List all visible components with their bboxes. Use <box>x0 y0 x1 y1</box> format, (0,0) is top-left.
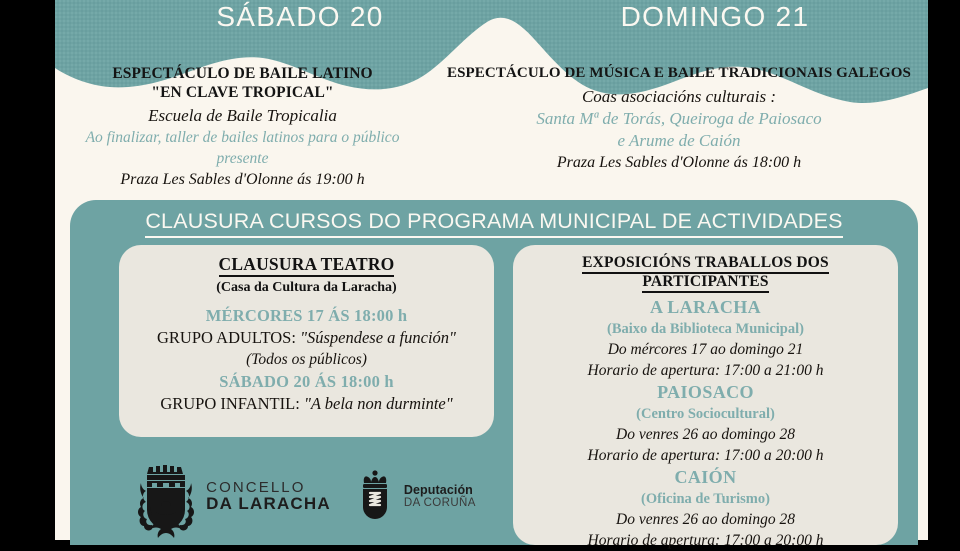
theatre-work-title: "A bela non durminte" <box>303 394 453 413</box>
venue-dates: Do mércores 17 ao domingo 21 <box>607 341 804 358</box>
theatre-entry-note: (Todos os públicos) <box>246 351 367 368</box>
card-heading <box>521 253 890 291</box>
venue-location: (Oficina de Turismo) <box>641 491 770 507</box>
activities-panel <box>70 200 918 549</box>
theatre-group-label: GRUPO INFANTIL: <box>160 394 300 413</box>
event-subtitle: Coas asociacións culturais : <box>581 87 777 106</box>
event-accent-note: Ao finalizar, taller de bailes latinos para o público presente <box>85 129 400 167</box>
event-associations-line2: e Arume de Caión <box>617 131 741 150</box>
events-row <box>55 58 928 198</box>
theatre-entry-date: SÁBADO 20 ÁS 18:00 h <box>219 372 394 391</box>
theatre-entry-group <box>127 393 486 415</box>
event-place-time: Praza Les Sables d'Olonne ás 19:00 h <box>120 171 365 188</box>
event-title: ESPECTÁCULO DE MÚSICA E BAILE TRADICIONAIS GALEGOS <box>447 65 911 81</box>
deputacion-logo-text <box>404 483 476 509</box>
theatre-entry-date: MÉRCORES 17 ÁS 18:00 h <box>205 306 408 325</box>
deputacion-line1: Deputación <box>403 483 473 497</box>
event-title-line1: ESPECTÁCULO DE BAILE LATINO <box>112 65 373 82</box>
deputacion-crest-icon <box>357 470 393 522</box>
card-heading <box>127 254 486 275</box>
event-column-saturday <box>55 58 430 198</box>
event-column-sunday <box>430 58 928 198</box>
card-subheading: (Casa da Cultura da Laracha) <box>216 280 397 295</box>
event-subtitle: Escuela de Baile Tropicalia <box>148 106 337 125</box>
concello-line2: DA LARACHA <box>206 493 331 513</box>
logo-concello-da-laracha <box>137 463 331 529</box>
poster-canvas <box>55 0 928 549</box>
theatre-group-label: GRUPO ADULTOS: <box>157 328 296 347</box>
logo-deputacion-da-coruna <box>357 470 476 522</box>
concello-line1: CONCELLO <box>206 478 306 496</box>
event-place-time: Praza Les Sables d'Olonne ás 18:00 h <box>556 154 802 171</box>
venue-name: PAIOSACO <box>657 382 754 402</box>
venue-location: (Centro Sociocultural) <box>636 406 775 422</box>
venue-dates: Do venres 26 ao domingo 28 <box>616 511 795 528</box>
venue-hours: Horario de apertura: 17:00 a 20:00 h <box>587 447 824 464</box>
venue-location: (Baixo da Biblioteca Municipal) <box>607 321 804 337</box>
venue-hours: Horario de apertura: 17:00 a 20:00 h <box>587 532 824 549</box>
venue-name: CAIÓN <box>674 467 737 487</box>
card-clausura-teatro <box>119 245 494 437</box>
theatre-work-title: "Súspendese a función" <box>300 328 456 347</box>
panel-banner-title-text: CLAUSURA CURSOS DO PROGRAMA MUNICIPAL DE ACTIVIDADES <box>145 209 842 238</box>
card-heading-text: EXPOSICIÓNS TRABALLOS DOS PARTICIPANTES <box>582 254 829 293</box>
venue-dates: Do venres 26 ao domingo 28 <box>616 426 795 443</box>
deputacion-line2: DA CORUÑA <box>403 497 476 509</box>
day-label-sunday: DOMINGO 21 <box>620 1 810 32</box>
day-label-saturday: SÁBADO 20 <box>216 1 384 32</box>
logo-row <box>119 452 494 540</box>
concello-logo-text <box>206 480 331 513</box>
concello-shield-icon <box>137 463 195 529</box>
venue-name: A LARACHA <box>649 297 762 317</box>
card-heading-text: CLAUSURA TEATRO <box>219 254 395 277</box>
card-exposicions <box>513 245 898 549</box>
venue-hours: Horario de apertura: 17:00 a 21:00 h <box>587 362 824 379</box>
event-title-line2: "EN CLAVE TROPICAL" <box>151 84 334 101</box>
event-associations-line1: Santa Mª de Torás, Queiroga de Paiosaco <box>536 109 822 128</box>
panel-banner-title <box>70 209 918 234</box>
theatre-entry-group <box>127 327 486 349</box>
